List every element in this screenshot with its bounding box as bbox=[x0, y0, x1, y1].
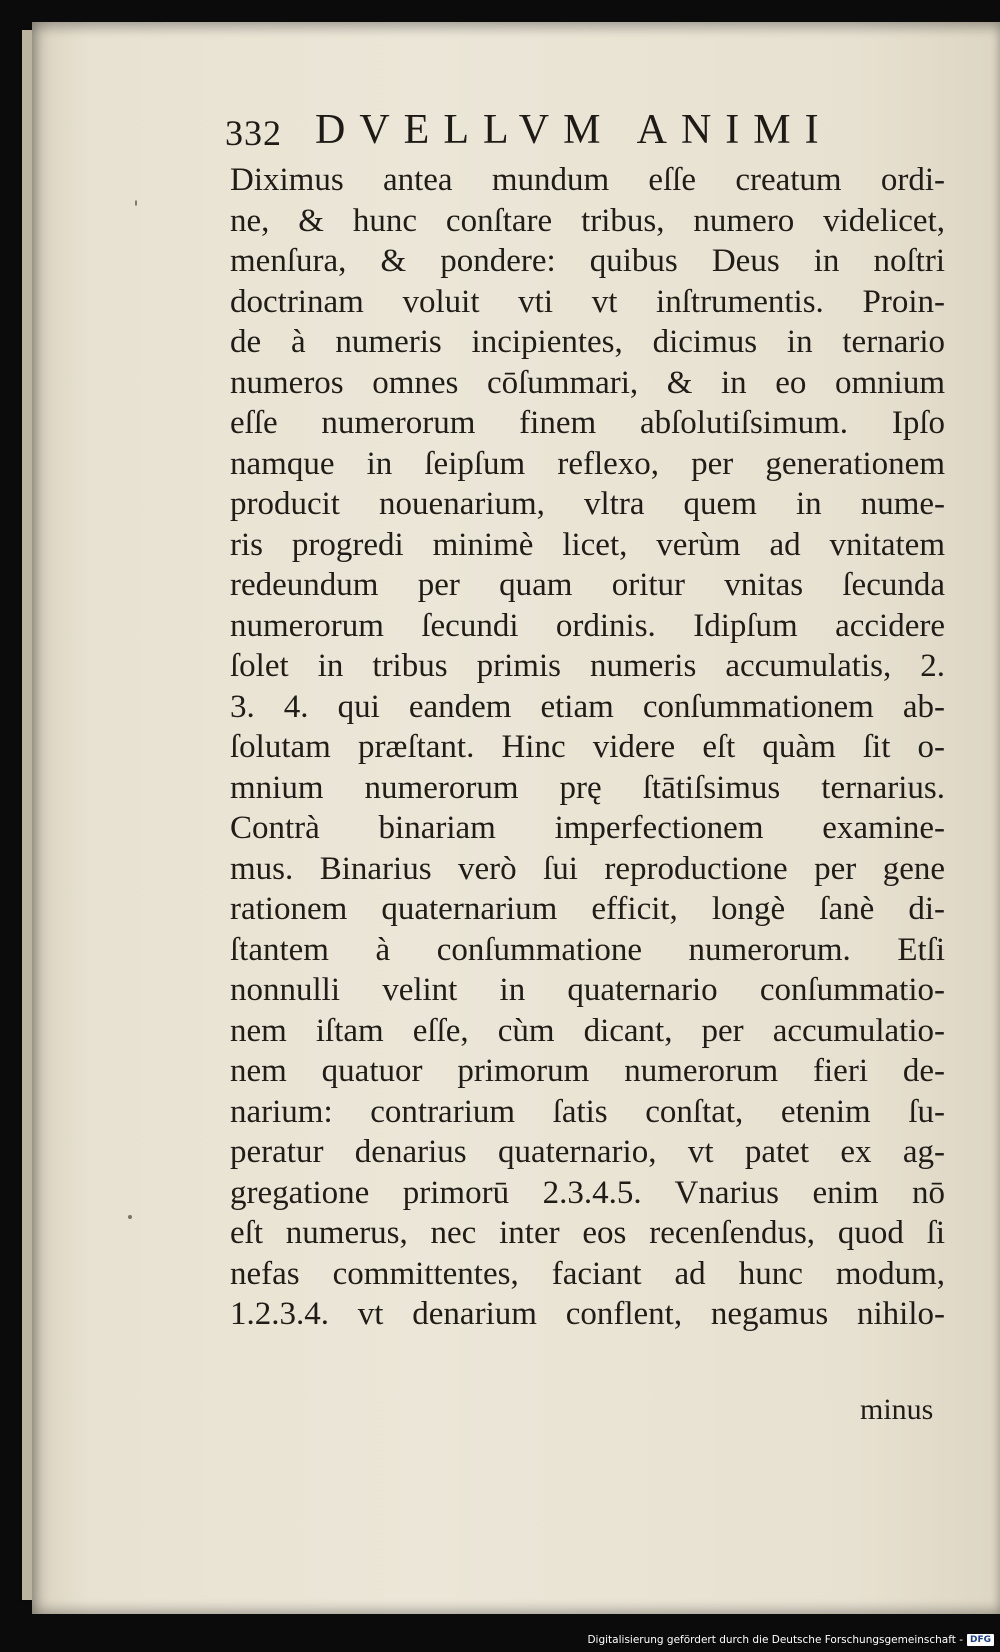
text-line: eſt numerus, nec inter eos recenſendus, quod ſi bbox=[230, 1215, 945, 1251]
catchword: minus bbox=[860, 1393, 934, 1426]
text-line: ſolet in tribus primis numeris accumulatis, 2. bbox=[230, 648, 945, 684]
text-line: nefas committentes, faciant ad hunc modum, bbox=[230, 1255, 945, 1292]
text-line: menſura, & pondere: quibus Deus in noſtri bbox=[230, 243, 945, 279]
text-line: eſſe numerorum finem abſolutiſsimum. Ipſo bbox=[230, 405, 945, 441]
text-line: de à numeris incipientes, dicimus in ternario bbox=[230, 324, 945, 360]
text-line: producit nouenarium, vltra quem in nume- bbox=[230, 486, 945, 522]
text-line: 1.2.3.4. vt denarium conflent, negamus nihilo- bbox=[230, 1296, 945, 1332]
text-line: ſtantem à conſummatione numerorum. Etſi bbox=[230, 931, 945, 968]
text-line: ne, & hunc conſtare tribus, numero videlicet, bbox=[230, 202, 945, 239]
text-line: doctrinam voluit vti vt inſtrumentis. Proin- bbox=[230, 283, 945, 320]
text-line: Diximus antea mundum eſſe creatum ordi- bbox=[230, 162, 945, 198]
text-line: namque in ſeipſum reflexo, per generationem bbox=[230, 445, 945, 482]
text-line: gregatione primorū 2.3.4.5. Vnarius enim nō bbox=[230, 1174, 945, 1211]
page-header bbox=[225, 100, 895, 160]
text-line: numeros omnes cōſummari, & in eo omnium bbox=[230, 364, 945, 401]
text-line: nem quatuor primorum numerorum fieri de- bbox=[230, 1053, 945, 1089]
text-line: nonnulli velint in quaternario conſummatio- bbox=[230, 972, 945, 1008]
text-line: mnium numerorum prę ſtātiſsimus ternarius. bbox=[230, 769, 945, 806]
text-line: narium: contrarium ſatis conſtat, etenim ſu- bbox=[230, 1093, 945, 1130]
page-number: 332 bbox=[225, 113, 282, 153]
text-line: mus. Binarius verò ſui reproductione per gene bbox=[230, 850, 945, 887]
paper-speck bbox=[128, 1215, 132, 1219]
text-line: ris progredi minimè licet, verùm ad vnitatem bbox=[230, 526, 945, 563]
text-line: numerorum ſecundi ordinis. Idipſum accidere bbox=[230, 607, 945, 644]
paper-speck bbox=[135, 200, 137, 206]
digitization-footer bbox=[587, 1630, 994, 1650]
text-line: ſolutam præſtant. Hinc videre eſt quàm ſit o- bbox=[230, 729, 945, 765]
body-text bbox=[230, 160, 970, 1335]
text-line: rationem quaternarium efficit, longè ſanè di- bbox=[230, 891, 945, 927]
text-line: 3. 4. qui eandem etiam conſummationem ab- bbox=[230, 688, 945, 725]
text-line: Contrà binariam imperfectionem examine- bbox=[230, 810, 945, 846]
text-line: nem iſtam eſſe, cùm dicant, per accumulatio- bbox=[230, 1012, 945, 1049]
dfg-logo-icon: DFG bbox=[967, 1634, 994, 1646]
footer-credit: Digitalisierung gefördert durch die Deutsche Forschungsgemeinschaft - bbox=[587, 1634, 963, 1646]
text-line: redeundum per quam oritur vnitas ſecunda bbox=[230, 567, 945, 603]
text-line: peratur denarius quaternario, vt patet ex ag- bbox=[230, 1134, 945, 1170]
running-head: DVELLVM ANIMI bbox=[315, 107, 833, 153]
